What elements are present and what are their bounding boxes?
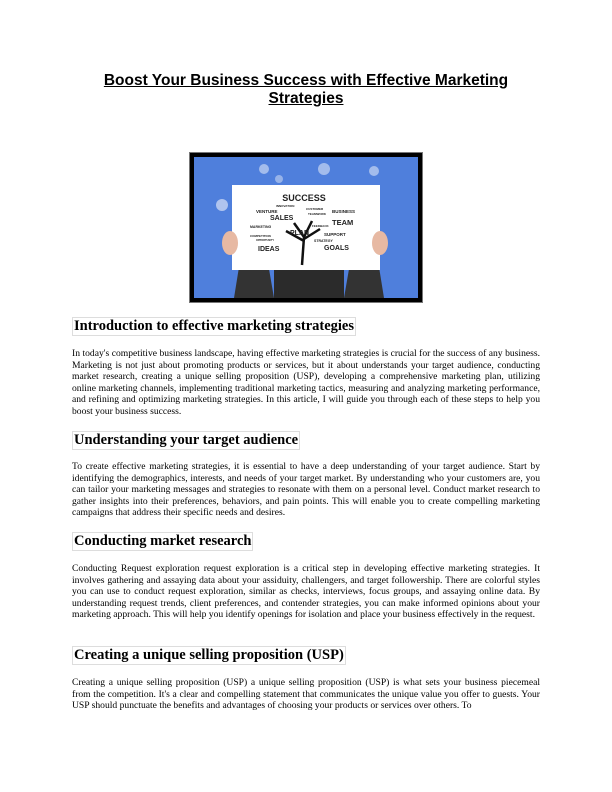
- figure-word: OPPORTUNITY: [256, 239, 275, 242]
- figure-word: TEAMWORK: [308, 212, 326, 216]
- figure-word: STRATEGY: [314, 239, 333, 243]
- success-tree-illustration: [194, 157, 418, 298]
- figure-word: FEEDBACK: [312, 224, 329, 228]
- figure-word: MARKETING: [250, 225, 272, 229]
- section-body-target-audience: To create effective marketing strategies, it is essential to have a deep understanding of your target audience. Start by identifying the demographics, interests, and needs of your target market. By understanding who your customers are, you can tailor your marketing messages and strategies to resonate with them on a personal level. Conduct market research to gather insights into their preferences, behaviors, and pain points. This will enable you to create compelling marketing campaigns that address their specific needs and desires.: [72, 461, 540, 519]
- section-body-market-research: Conducting Request exploration request exploration is a critical step in developing effective marketing strategies. It involves gathering and assaying data about your assiduity, challengers, and target followership. There are colorful styles you can use to conduct request exploration, similar as checks, interviews, focus groups, and assaying online data. By understanding request trends, client preferences, and contender strategies, you can make informed opinions about your marketing approach. This will help you identify openings for isolation and place your business effectively in the request.: [72, 563, 540, 621]
- section-body-introduction: In today's competitive business landscape, having effective marketing strategies is crucial for the success of any business. Marketing is not just about promoting products or services, but it about understands your target audience, conducting market research, creating a unique selling proposition (USP), developing a comprehensive marketing plan, utilizing online marketing channels, implementing traditional marketing tactics, measuring and analyzing marketing performance, and refining and optimizing marketing strategies. In this article, I will guide you through each of these steps to help you boost your business success.: [72, 348, 540, 417]
- figure-word: GOALS: [324, 245, 349, 252]
- figure-word: SUCCESS: [282, 193, 326, 203]
- figure-word: INNOVATION: [276, 204, 295, 208]
- figure-word: CUSTOMER: [306, 207, 324, 211]
- figure-word: TEAM: [332, 218, 354, 227]
- figure-word: PLAN: [290, 230, 310, 237]
- section-heading-target-audience: Understanding your target audience: [74, 432, 299, 448]
- figure-word: COMPETITION: [250, 234, 271, 238]
- figure-word: IDEAS: [258, 246, 280, 253]
- figure-word: SUPPORT: [324, 232, 346, 237]
- section-body-usp: Creating a unique selling proposition (USP) a unique selling proposition (USP) is what sets your business piecemeal from the competition. It's a clear and compelling statement that communicates the unique value you offer to guests. Your USP should punctuate the benefits and advantages of choosing your products or services over others. To: [72, 677, 540, 712]
- section-heading-introduction: Introduction to effective marketing strategies: [74, 318, 354, 334]
- figure-word: VENTURE: [256, 209, 278, 214]
- section-heading-market-research: Conducting market research: [74, 533, 252, 549]
- business-plan-image: [189, 152, 423, 303]
- document-title: Boost Your Business Success with Effective Marketing Strategies: [103, 72, 509, 107]
- figure-word: SALES: [270, 215, 294, 222]
- figure-word: BUSINESS: [332, 209, 356, 214]
- section-heading-usp: Creating a unique selling proposition (USP): [74, 647, 344, 663]
